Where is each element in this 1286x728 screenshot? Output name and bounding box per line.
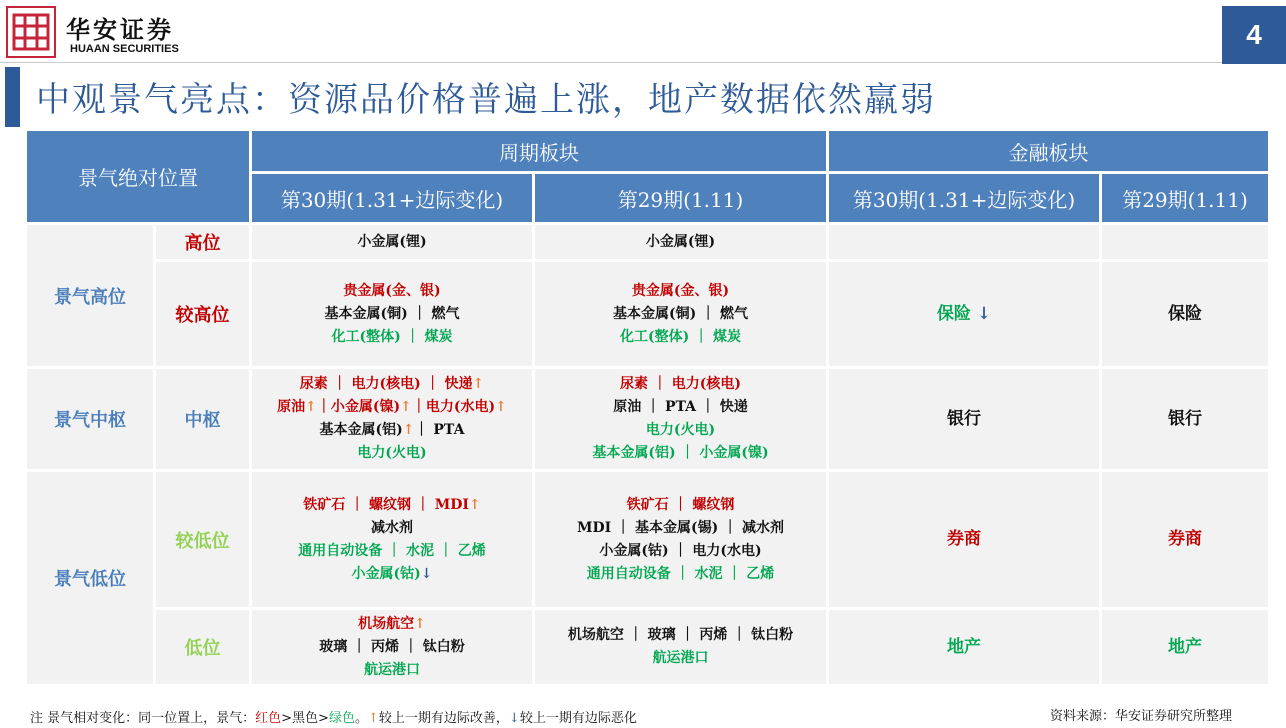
cell-low-fin30: 地产 [829,610,1099,684]
group-header-finance: 金融板块 [829,131,1268,171]
zone-high: 景气高位 [27,225,153,366]
arrow-down-icon: ↓ [508,711,520,726]
cell-mid-cycle30: 尿素 ｜ 电力(核电) ｜ 快递↑ 原油↑｜小金属(镍)↑｜电力(水电)↑ 基本金属(铝)↑｜ PTA 电力(火电) [252,369,532,469]
level-mlow: 较低位 [156,472,249,607]
level-mhigh: 较高位 [156,262,249,366]
cell-mid-fin29: 银行 [1102,369,1268,469]
arrow-up-icon: ↑ [400,399,412,415]
cell-high-cycle29: 小金属(锂) [535,225,826,259]
cell-mhigh-fin29: 保险 [1102,262,1268,366]
level-mid: 中枢 [156,369,249,469]
level-low: 低位 [156,610,249,684]
cell-mhigh-fin30: 保险 ↓ [829,262,1099,366]
arrow-up-icon: ↑ [472,376,485,392]
cell-mhigh-cycle29: 贵金属(金、银) 基本金属(铜) ｜ 燃气 化工(整体) ｜ 煤炭 [535,262,826,366]
cell-low-cycle30: 机场航空↑ 玻璃 ｜ 丙烯 ｜ 钛白粉 航运港口 [252,610,532,684]
cell-mlow-fin30: 券商 [829,472,1099,607]
cell-mhigh-cycle30: 贵金属(金、银) 基本金属(铜) ｜ 燃气 化工(整体) ｜ 煤炭 [252,262,532,366]
arrow-up-icon: ↑ [367,711,379,726]
logo-text-en: HUAAN SECURITIES [70,43,179,55]
group-header-cycle: 周期板块 [252,131,826,171]
arrow-up-icon: ↑ [495,399,507,415]
title-accent-bar [5,67,20,127]
col-header-fin-29: 第29期(1.11) [1102,174,1268,222]
cell-mlow-cycle29: 铁矿石 ｜ 螺纹钢 MDI ｜ 基本金属(锡) ｜ 减水剂 小金属(钴) ｜ 电力(水电) 通用自动设备 ｜ 水泥 ｜ 乙烯 [535,472,826,607]
cell-mlow-fin29: 券商 [1102,472,1268,607]
cell-high-cycle30: 小金属(锂) [252,225,532,259]
cell-mlow-cycle30: 铁矿石 ｜ 螺纹钢 ｜ MDI↑ 减水剂 通用自动设备 ｜ 水泥 ｜ 乙烯 小金属(钴)↓ [252,472,532,607]
cell-high-fin30 [829,225,1099,259]
arrow-down-icon: ↓ [976,303,992,324]
col-header-cycle-29: 第29期(1.11) [535,174,826,222]
level-high: 高位 [156,225,249,259]
zone-low: 景气低位 [27,472,153,684]
logo-icon [10,11,52,53]
page-title: 中观景气亮点：资源品价格普遍上涨，地产数据依然羸弱 [36,80,936,120]
col-header-cycle-30: 第30期(1.31+边际变化) [252,174,532,222]
arrow-up-icon: ↑ [402,422,415,438]
arrow-up-icon: ↑ [414,615,426,632]
arrow-up-icon: ↑ [468,496,481,513]
corner-header: 景气绝对位置 [27,131,249,222]
zone-mid: 景气中枢 [27,369,153,469]
header-divider [0,62,1286,63]
arrow-up-icon: ↑ [305,399,317,415]
cell-low-fin29: 地产 [1102,610,1268,684]
cell-high-fin29 [1102,225,1268,259]
page-number: 4 [1222,6,1286,64]
logo-mark [6,6,56,58]
source-note: 资料来源：华安证券研究所整理 [1050,709,1233,724]
footnote: 注 景气相对变化：同一位置上，景气：红色>黑色>绿色。↑较上一期有边际改善，↓较上一期有边际恶化 [30,711,637,726]
cell-mid-fin30: 银行 [829,369,1099,469]
cell-mid-cycle29: 尿素 ｜ 电力(核电) 原油 ｜ PTA ｜ 快递 电力(火电) 基本金属(铝) ｜ 小金属(镍) [535,369,826,469]
col-header-fin-30: 第30期(1.31+边际变化) [829,174,1099,222]
arrow-down-icon: ↓ [420,565,433,582]
cell-low-cycle29: 机场航空 ｜ 玻璃 ｜ 丙烯 ｜ 钛白粉 航运港口 [535,610,826,684]
logo-text-cn: 华安证券 [66,15,174,44]
